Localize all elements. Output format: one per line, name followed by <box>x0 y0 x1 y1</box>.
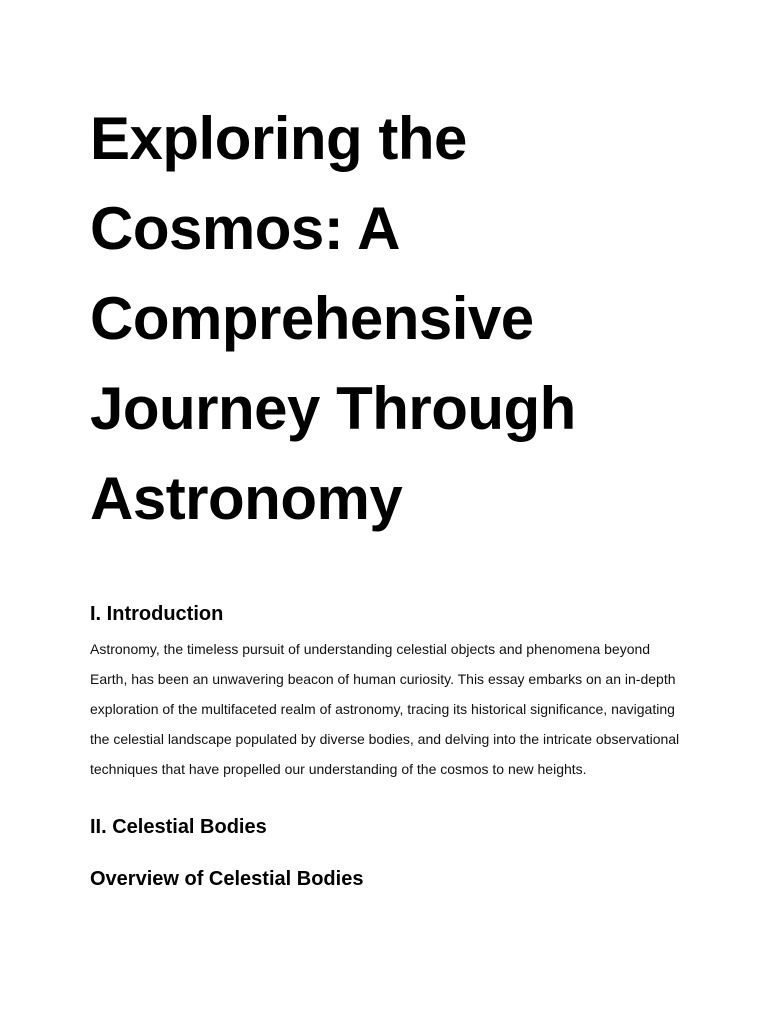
paragraph-line: techniques that have propelled our understanding of the cosmos to new heights. <box>90 761 587 777</box>
section-heading-introduction: I. Introduction <box>90 603 224 625</box>
title-line: Cosmos: A <box>90 195 400 262</box>
paragraph-line: the celestial landscape populated by diverse bodies, and delving into the intricate observational <box>90 731 680 747</box>
introduction-paragraph <box>90 634 690 784</box>
document-title <box>90 94 690 544</box>
paragraph-line: exploration of the multifaceted realm of astronomy, tracing its historical significance, navigating <box>90 701 675 717</box>
title-line: Astronomy <box>90 465 403 532</box>
section-heading-celestial-bodies: II. Celestial Bodies <box>90 816 267 838</box>
title-line: Exploring the <box>90 105 467 172</box>
paragraph-line: Astronomy, the timeless pursuit of understanding celestial objects and phenomena beyond <box>90 641 651 657</box>
subsection-heading-overview: Overview of Celestial Bodies <box>90 868 364 890</box>
paragraph-line: Earth, has been an unwavering beacon of human curiosity. This essay embarks on an in-depth <box>90 671 676 687</box>
title-line: Comprehensive <box>90 285 534 352</box>
title-line: Journey Through <box>90 375 576 442</box>
